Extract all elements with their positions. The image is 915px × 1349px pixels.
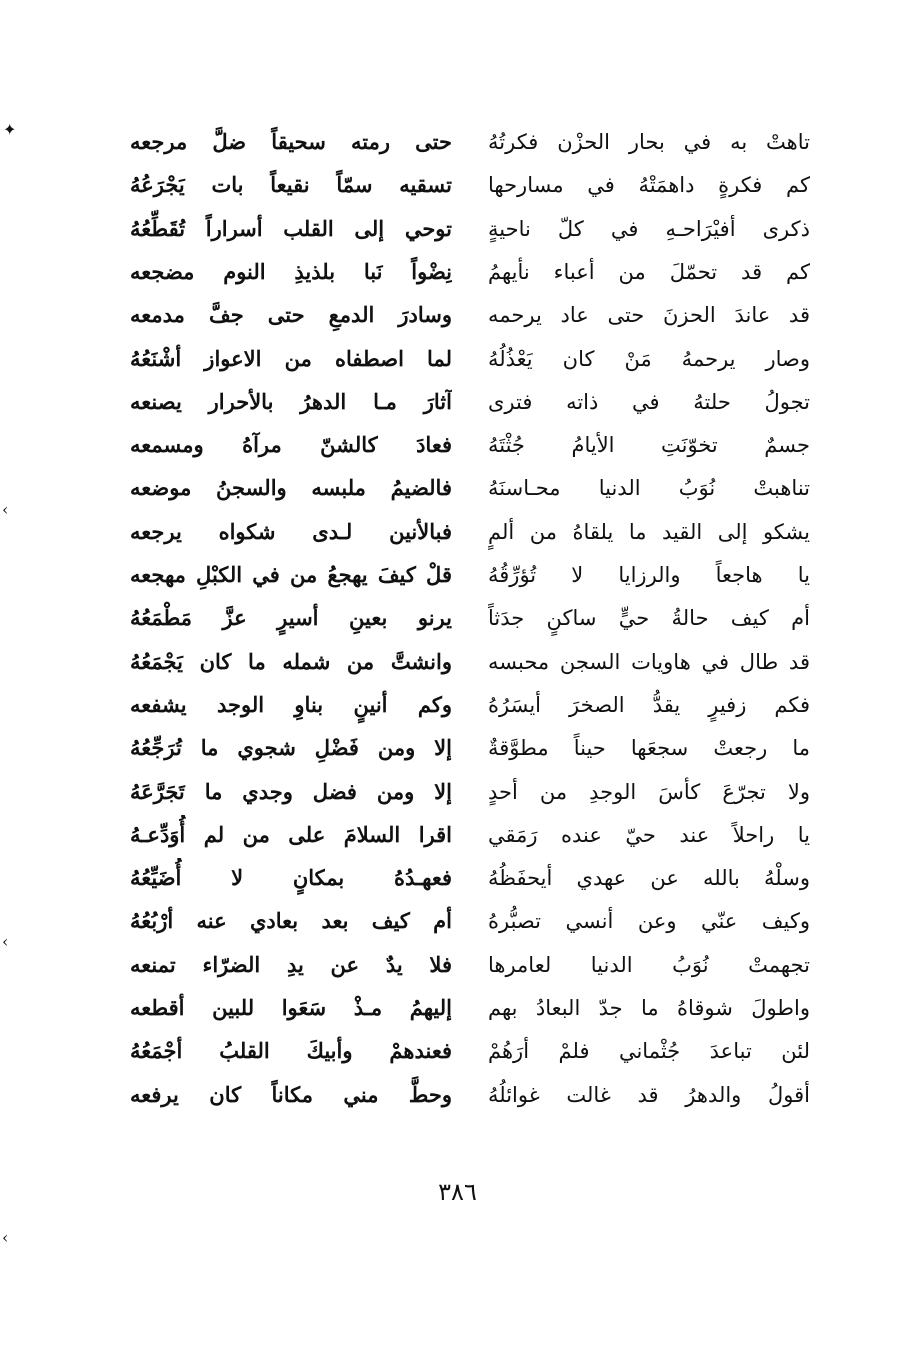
verse-second-hemistich: اقرا السلامَ على من لم أُوَدِّعـهُ xyxy=(130,821,452,847)
verse-second-hemistich: حتى رمته سحيقاً ضلَّ مرجعه xyxy=(130,129,452,154)
verse-first-hemistich: يا راحلاً عند حيّ عنده رَمَقي xyxy=(488,822,810,847)
verse-row xyxy=(130,209,810,249)
verse-second-hemistich: آثارَ مـا الدهرُ بالأحرار يصنعه xyxy=(130,388,452,414)
verse-second-hemistich: أم كيف بعد بعادي عنه أرْبُعُهُ xyxy=(130,908,452,934)
verse-row xyxy=(130,815,810,855)
verse-row xyxy=(130,252,810,292)
verse-first-hemistich: وصار يرحمهُ مَنْ كان يَعْذُلُهُ xyxy=(488,346,810,371)
verse-row xyxy=(130,425,810,465)
verse-second-hemistich: فعهـدُهُ بمكانٍ لا أُضَيِّعُهُ xyxy=(130,865,452,891)
verse-row xyxy=(130,901,810,941)
verse-row xyxy=(130,555,810,595)
verse-second-hemistich: فعادَ كالشنّ مرآهُ ومسمعه xyxy=(130,432,452,458)
poem-body xyxy=(130,122,810,1162)
verse-second-hemistich: فبالأنين لـدى شكواه يرجعه xyxy=(130,518,452,544)
verse-first-hemistich: تجولُ حلتهُ في ذاته فترى xyxy=(488,389,810,414)
verse-row xyxy=(130,295,810,335)
verse-row xyxy=(130,728,810,768)
verse-first-hemistich: يشكو إلى القيد ما يلقاهُ من ألمٍ xyxy=(488,519,810,544)
verse-first-hemistich: تجهمتْ نُوَبُ الدنيا لعامرها xyxy=(488,952,810,977)
margin-edge-mark: ‹ xyxy=(2,1228,9,1247)
page-number: ٣٨٦ xyxy=(438,1178,477,1206)
verse-row xyxy=(130,945,810,985)
verse-first-hemistich: يا هاجعاً والرزايا لا تُؤرِّقُهُ xyxy=(488,563,810,587)
verse-second-hemistich: توحي إلى القلب أسراراً تُقَطِّعُهُ xyxy=(130,215,452,241)
verse-first-hemistich: فكم زفيرٍ يقدُّ الصخرَ أيسَرُهُ xyxy=(488,692,810,717)
verse-first-hemistich: تاهتْ به في بحار الحزْن فكرتُهُ xyxy=(488,130,810,154)
verse-first-hemistich: أقولُ والدهرُ قد غالت غوائلُهُ xyxy=(488,1082,810,1107)
verse-second-hemistich: قلْ كيفَ يهجعُ من في الكبْلِ مهجعه xyxy=(130,562,452,587)
verse-first-hemistich: قد طال في هاويات السجن محبسه xyxy=(488,649,810,674)
verse-second-hemistich: فلا يدٌ عن يدِ الضرّاء تمنعه xyxy=(130,951,452,977)
verse-row xyxy=(130,512,810,552)
verse-first-hemistich: كم فكرةٍ داهمَتْهُ في مسارحها xyxy=(488,173,810,198)
verse-first-hemistich: قد عاندَ الحزنَ حتى عاد يرحمه xyxy=(488,303,810,328)
verse-second-hemistich: إلا ومن فضل وجدي ما تَجَرَّعَهُ xyxy=(130,778,452,804)
verse-row xyxy=(130,339,810,379)
verse-second-hemistich: إلا ومن فَضْلِ شجوي ما تُرَجِّعُهُ xyxy=(130,735,452,761)
verse-row xyxy=(130,988,810,1028)
verse-second-hemistich: وسادرَ الدمعِ حتى جفَّ مدمعه xyxy=(130,302,452,328)
verse-row xyxy=(130,772,810,812)
verse-second-hemistich: وانشتَّ من شمله ما كان يَجْمَعُهُ xyxy=(130,648,452,674)
verse-row xyxy=(130,642,810,682)
verse-first-hemistich: لئن تباعدَ جُثْماني فلمْ أرَهُمْ xyxy=(488,1039,810,1064)
verse-row xyxy=(130,122,810,162)
verse-second-hemistich: تسقيه سمّاً نقيعاً بات يَجْرَعُهُ xyxy=(130,172,452,198)
verse-row xyxy=(130,598,810,638)
verse-first-hemistich: واطولَ شوقاهُ ما جدّ البعادُ بهم xyxy=(488,996,810,1020)
verse-row xyxy=(130,858,810,898)
margin-star-mark: ✦ xyxy=(3,120,17,139)
verse-row xyxy=(130,165,810,205)
verse-second-hemistich: فالضيمُ ملبسه والسجنُ موضعه xyxy=(130,475,452,501)
verse-first-hemistich: وكيف عنّي وعن أنسي تصبُّرهُ xyxy=(488,909,810,934)
verse-first-hemistich: جسمٌ تخوّنَتِ الأيامُ جُثْتَهُ xyxy=(488,433,810,458)
verse-first-hemistich: أم كيف حالةُ حيٍّ ساكنٍ جدَثاً xyxy=(488,606,810,631)
verse-second-hemistich: وكم أنينٍ بناوِ الوجد يشفعه xyxy=(130,691,452,717)
verse-second-hemistich: نِضْواً نَبا بلذيذِ النوم مضجعه xyxy=(130,258,452,284)
margin-edge-mark: ‹ xyxy=(2,932,9,951)
verse-second-hemistich: إليهمُ مـذْ سَعَوا للبين أقطعه xyxy=(130,995,452,1020)
verse-second-hemistich: يرنو بعينِ أسيرٍ عزَّ مَطْمَعُهُ xyxy=(130,605,452,631)
verse-first-hemistich: تناهبتْ نُوَبُ الدنيا محـاسنَهُ xyxy=(488,476,810,501)
verse-second-hemistich: فعندهمْ وأبيكَ القلبُ أجْمَعُهُ xyxy=(130,1038,452,1064)
margin-edge-mark: ‹ xyxy=(2,500,9,519)
verse-row xyxy=(130,685,810,725)
verse-row xyxy=(130,382,810,422)
verse-second-hemistich: لما اصطفاه من الاعواز أشْنَعُهُ xyxy=(130,345,452,371)
verse-row xyxy=(130,1031,810,1071)
verse-row xyxy=(130,1075,810,1115)
verse-first-hemistich: كم قد تحمّلَ من أعباء نأيهمُ xyxy=(488,259,810,284)
verse-first-hemistich: ولا تجرّعَ كأسَ الوجدِ من أحدٍ xyxy=(488,779,810,804)
verse-row xyxy=(130,468,810,508)
verse-first-hemistich: ذكرى أفيْرَاحـهِ في كلّ ناحيةٍ xyxy=(488,216,810,241)
verse-second-hemistich: وحطَّ مني مكاناً كان يرفعه xyxy=(130,1081,452,1107)
verse-first-hemistich: وسلْهُ بالله عن عهدي أيحفَظُهُ xyxy=(488,866,810,891)
verse-first-hemistich: ما رجعتْ سجعَها حيناً مطوَّقةٌ xyxy=(488,736,810,761)
